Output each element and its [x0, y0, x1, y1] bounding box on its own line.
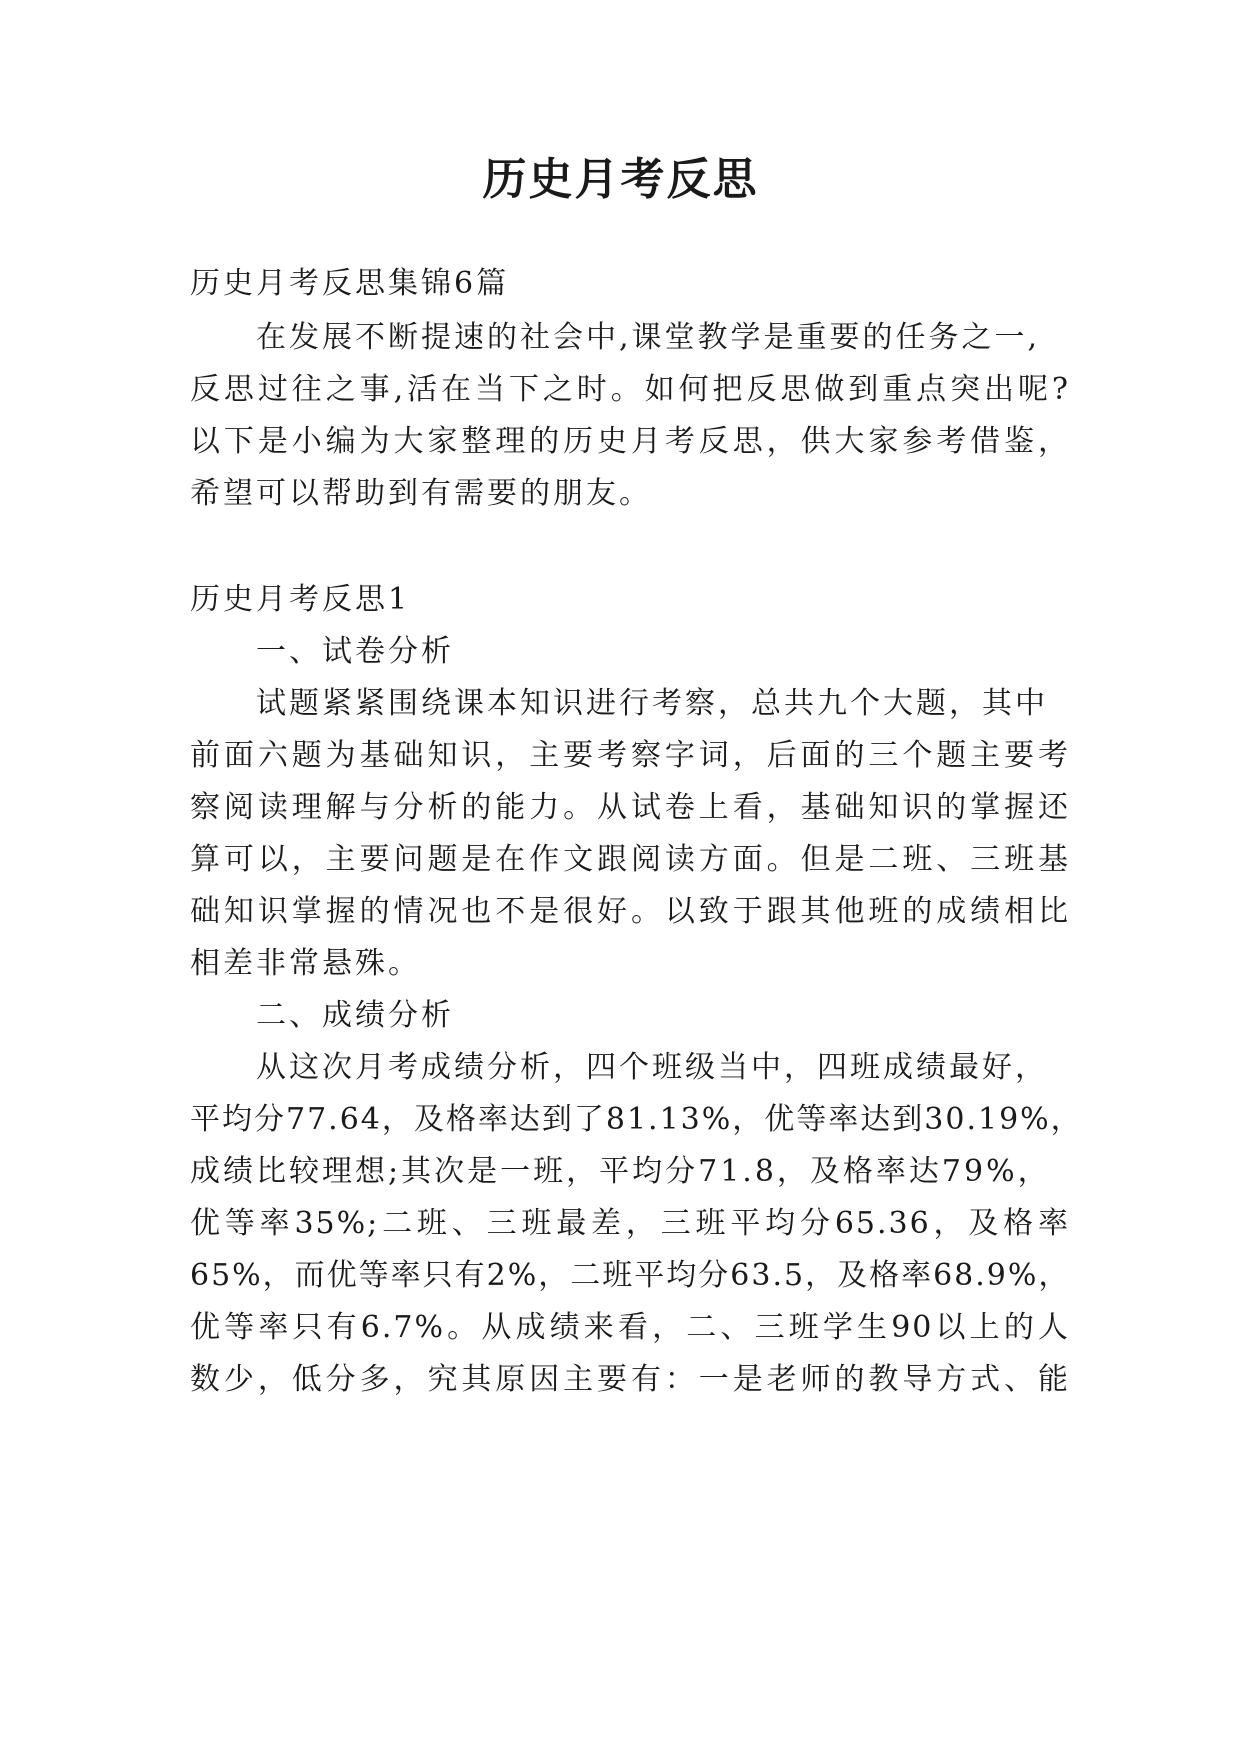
paragraph-line: 成绩比较理想;其次是一班，平均分71.8，及格率达79%，: [190, 1154, 1051, 1189]
intro-line: 希望可以帮助到有需要的朋友。: [190, 476, 652, 511]
paragraph-line: 相差非常悬殊。: [190, 946, 421, 981]
intro-line: 以下是小编为大家整理的历史月考反思，供大家参考借鉴，: [190, 424, 1070, 459]
paragraph-line: 试题紧紧围绕课本知识进行考察，总共九个大题，其中: [256, 686, 1048, 721]
document-subtitle: 历史月考反思集锦6篇: [190, 266, 510, 301]
paragraph-line: 从这次月考成绩分析，四个班级当中，四班成绩最好，: [256, 1050, 1048, 1085]
section-heading: 历史月考反思1: [190, 582, 411, 617]
paragraph-line: 础知识掌握的情况也不是很好。以致于跟其他班的成绩相比: [190, 894, 1070, 929]
paragraph-line: 优等率35%;二班、三班最差，三班平均分65.36，及格率: [190, 1206, 1070, 1241]
paragraph-line: 优等率只有6.7%。从成绩来看，二、三班学生90以上的人: [190, 1310, 1070, 1345]
intro-line: 在发展不断提速的社会中,课堂教学是重要的任务之一,: [256, 320, 1041, 355]
part-heading: 一、试卷分析: [256, 634, 454, 669]
paragraph-line: 察阅读理解与分析的能力。从试卷上看，基础知识的掌握还: [190, 790, 1070, 825]
paragraph-line: 数少，低分多，究其原因主要有：一是老师的教导方式、能: [190, 1362, 1070, 1397]
page-title: 历史月考反思: [482, 154, 759, 205]
paragraph-line: 平均分77.64，及格率达到了81.13%，优等率达到30.19%，: [190, 1102, 1083, 1137]
paragraph-line: 65%，而优等率只有2%，二班平均分63.5，及格率68.9%，: [190, 1258, 1071, 1293]
part-heading: 二、成绩分析: [256, 998, 454, 1033]
paragraph-line: 前面六题为基础知识，主要考察字词，后面的三个题主要考: [190, 738, 1070, 773]
paragraph-line: 算可以，主要问题是在作文跟阅读方面。但是二班、三班基: [190, 842, 1070, 877]
intro-line: 反思过往之事,活在当下之时。如何把反思做到重点突出呢?: [190, 372, 1070, 407]
